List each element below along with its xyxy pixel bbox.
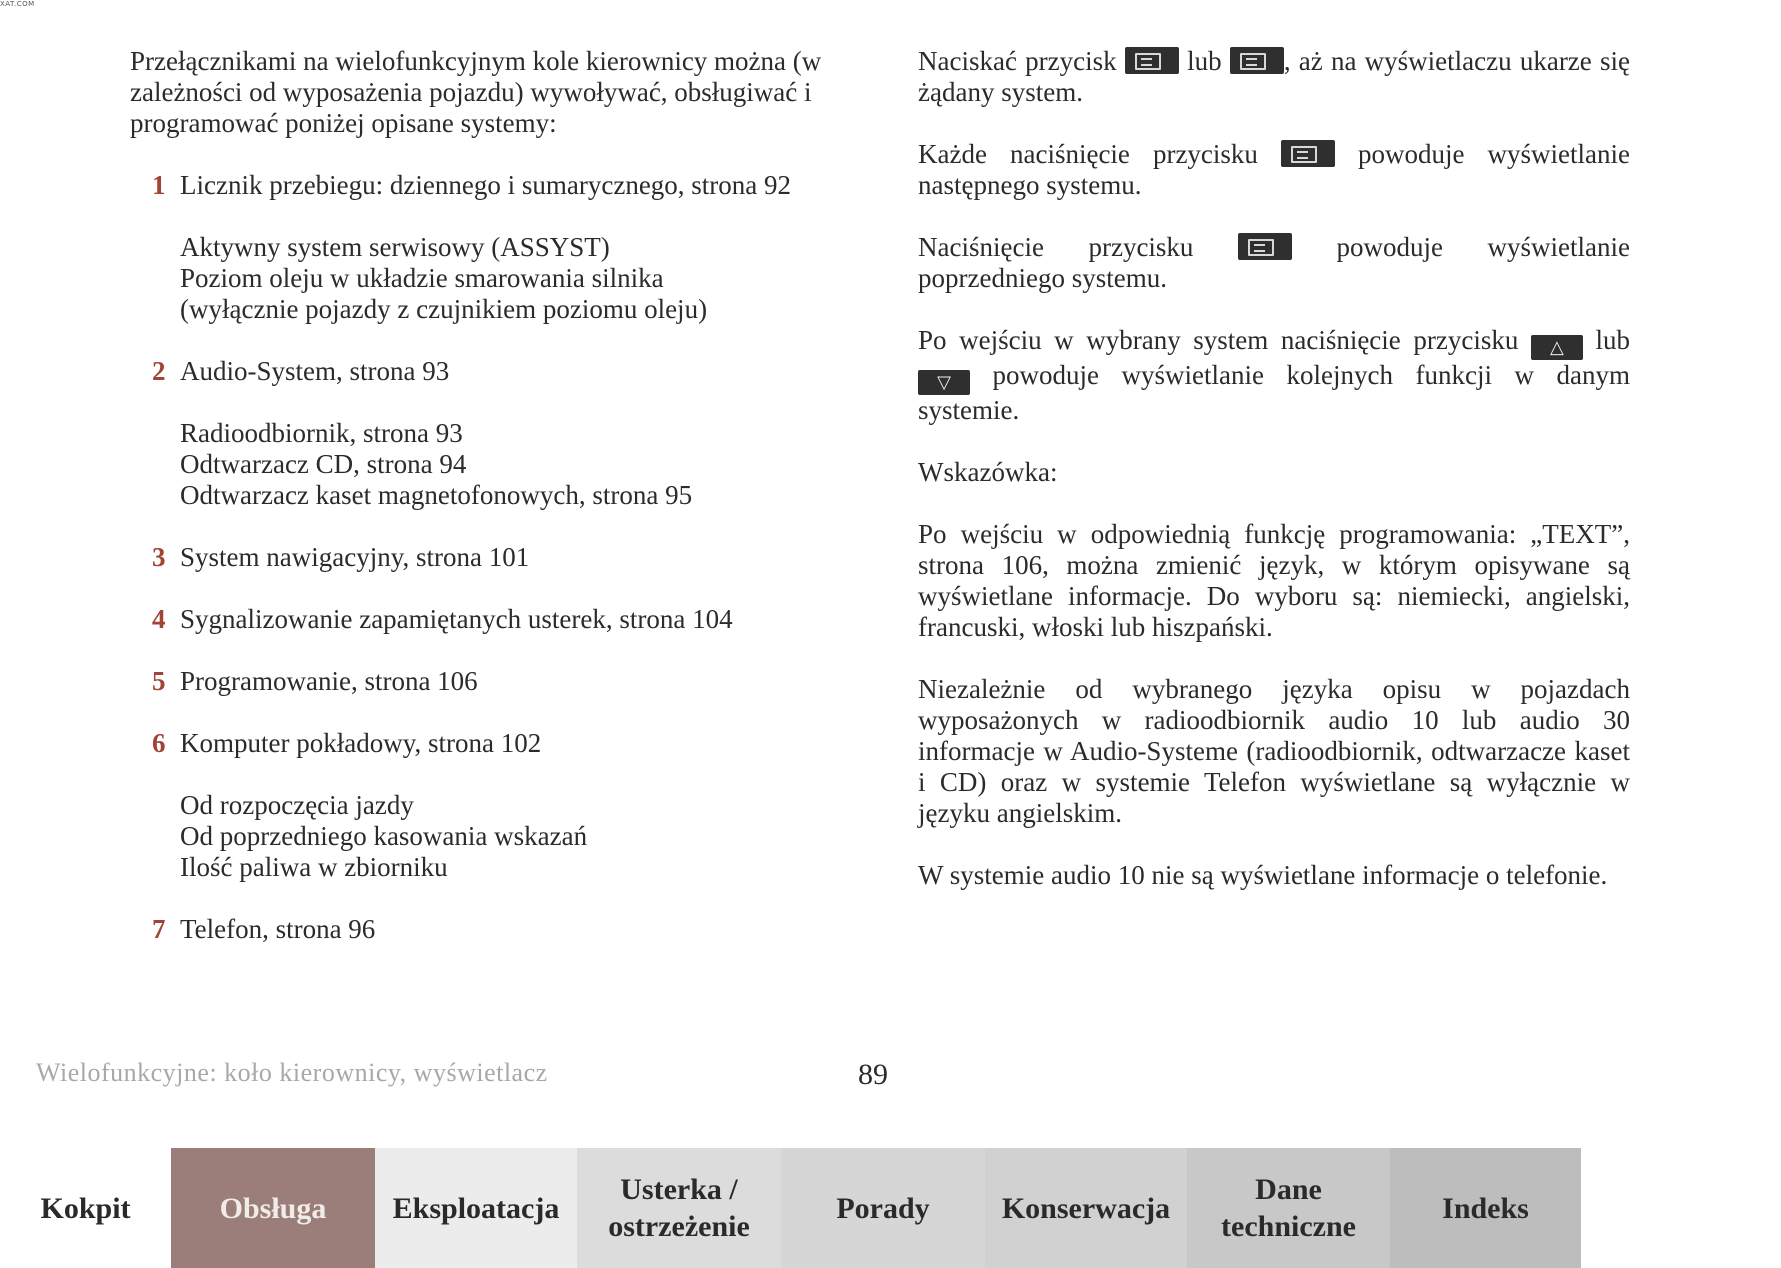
- intro-paragraph: Przełącznikami na wielofunkcyjnym kole kierownicy można (w zależności od wyposażenia pojazdu) wywoływać, obsługiwać i programować poniżej opisane systemy:: [130, 46, 822, 138]
- tab-label: Indeks: [1442, 1191, 1529, 1225]
- paragraph-english-only: Niezależnie od wybranego języka opisu w pojazdach wyposażonych w radioodbiornik audio 10 lub audio 30 informacje w Audio-Systeme (radioodbiornik, odtwarzacze kaset i CD) oraz w systemie Telefon wyświetlane są wyłącznie w języku angielskim.: [918, 674, 1630, 828]
- paragraph-text: lub: [1595, 325, 1630, 355]
- tab-kokpit[interactable]: [0, 1148, 171, 1268]
- list-item: [130, 170, 850, 201]
- paragraph-text: powoduje wyświetlanie kolejnych funkcji w danym systemie.: [918, 360, 1631, 425]
- tab-label: Eksploatacja: [392, 1191, 560, 1225]
- site-watermark: XAT.COM: [0, 0, 35, 8]
- section-title: Wielofunkcyjne: koło kierownicy, wyświetlacz: [36, 1058, 548, 1087]
- tab-usterka-ostrzeżenie[interactable]: [577, 1148, 781, 1268]
- tab-label: Kokpit: [40, 1191, 131, 1225]
- list-sublist: [130, 790, 850, 883]
- list-item-number: 3: [152, 542, 166, 572]
- paragraph-text: powoduje wyświetlanie poprzedniego systemu.: [918, 232, 1631, 293]
- left-column: [130, 46, 850, 976]
- sublist-line: Odtwarzacz CD, strona 94: [180, 449, 467, 479]
- sublist-line: Radioodbiornik, strona 93: [180, 418, 463, 448]
- right-column: [918, 46, 1630, 922]
- sublist-line: Poziom oleju w układzie smarowania silnika: [180, 263, 664, 293]
- display-button-icon: [1230, 47, 1284, 74]
- sublist-line: Aktywny system serwisowy (ASSYST): [180, 232, 610, 262]
- list-item-text: Telefon, strona 96: [180, 914, 376, 944]
- display-button-icon: [1125, 47, 1179, 74]
- tab-label: Usterka / ostrzeżenie: [608, 1173, 750, 1243]
- sublist-line: Od poprzedniego kasowania wskazań: [180, 821, 588, 851]
- list-item: [130, 666, 850, 697]
- page-number: 89: [858, 1058, 888, 1091]
- paragraph-text: Każde naciśnięcie przycisku: [918, 139, 1258, 169]
- paragraph-next-system: [918, 139, 1630, 201]
- list-item: [130, 356, 850, 387]
- list-item-number: 2: [152, 356, 166, 386]
- tab-indeks[interactable]: [1390, 1148, 1581, 1268]
- list-item-text: Licznik przebiegu: dziennego i sumarycznego, strona 92: [180, 170, 792, 200]
- paragraph-text: powoduje wyświetlanie następnego systemu.: [918, 139, 1631, 200]
- list-item-text: Komputer pokładowy, strona 102: [180, 728, 542, 758]
- arrow-up-button-icon: △: [1531, 335, 1583, 360]
- list-item: [130, 542, 850, 573]
- list-item: [130, 604, 850, 635]
- tab-label: Dane techniczne: [1221, 1173, 1356, 1243]
- list-item: [130, 728, 850, 759]
- paragraph-text: lub: [1187, 46, 1222, 76]
- paragraph-select-system: [918, 46, 1630, 108]
- arrow-down-button-icon: ▽: [918, 370, 970, 395]
- tab-porady[interactable]: [781, 1148, 985, 1268]
- paragraph-text: Naciśnięcie przycisku: [918, 232, 1194, 262]
- list-item-text: Audio-System, strona 93: [180, 356, 450, 386]
- list-item-number: 4: [152, 604, 166, 634]
- paragraph-language: Po wejściu w odpowiednią funkcję programowania: „TEXT”, strona 106, można zmienić język, w którym opisywane są wyświetlane informacje. Do wyboru są: niemiecki, angielski, francuski, włoski lub hiszpański.: [918, 519, 1630, 642]
- tab-obsługa[interactable]: [171, 1148, 375, 1268]
- sublist-line: Od rozpoczęcia jazdy: [180, 790, 414, 820]
- tab-dane-techniczne[interactable]: [1187, 1148, 1390, 1268]
- list-item-number: 5: [152, 666, 166, 696]
- display-button-icon: [1281, 140, 1335, 167]
- list-item-text: Sygnalizowanie zapamiętanych usterek, strona 104: [180, 604, 733, 634]
- tab-label: Obsługa: [219, 1191, 327, 1225]
- tab-eksploatacja[interactable]: [375, 1148, 577, 1268]
- list-item-text: Programowanie, strona 106: [180, 666, 478, 696]
- systems-list: [130, 170, 850, 945]
- tab-label: Porady: [836, 1191, 930, 1225]
- display-button-icon: [1238, 233, 1292, 260]
- list-sublist: [130, 232, 850, 325]
- paragraph-audio10: W systemie audio 10 nie są wyświetlane informacje o telefonie.: [918, 860, 1608, 890]
- list-sublist: [130, 418, 850, 511]
- chapter-tabs: [0, 1148, 1781, 1268]
- note-label: Wskazówka:: [918, 457, 1058, 487]
- paragraph-text: , aż na wyświetlaczu ukarze się żądany system.: [918, 46, 1630, 107]
- sublist-line: Odtwarzacz kaset magnetofonowych, strona 95: [180, 480, 693, 510]
- list-item: [130, 914, 850, 945]
- sublist-line: (wyłącznie pojazdy z czujnikiem poziomu oleju): [180, 294, 708, 324]
- sublist-line: Ilość paliwa w zbiorniku: [180, 852, 448, 882]
- paragraph-functions: [918, 325, 1630, 426]
- list-item-text: System nawigacyjny, strona 101: [180, 542, 530, 572]
- tab-label: Konserwacja: [1001, 1191, 1171, 1225]
- tab-konserwacja[interactable]: [985, 1148, 1187, 1268]
- list-item-number: 6: [152, 728, 166, 758]
- list-item-number: 1: [152, 170, 166, 200]
- list-item-number: 7: [152, 914, 166, 944]
- paragraph-text: Naciskać przycisk: [918, 46, 1117, 76]
- paragraph-previous-system: [918, 232, 1630, 294]
- paragraph-text: Po wejściu w wybrany system naciśnięcie przycisku: [918, 325, 1519, 355]
